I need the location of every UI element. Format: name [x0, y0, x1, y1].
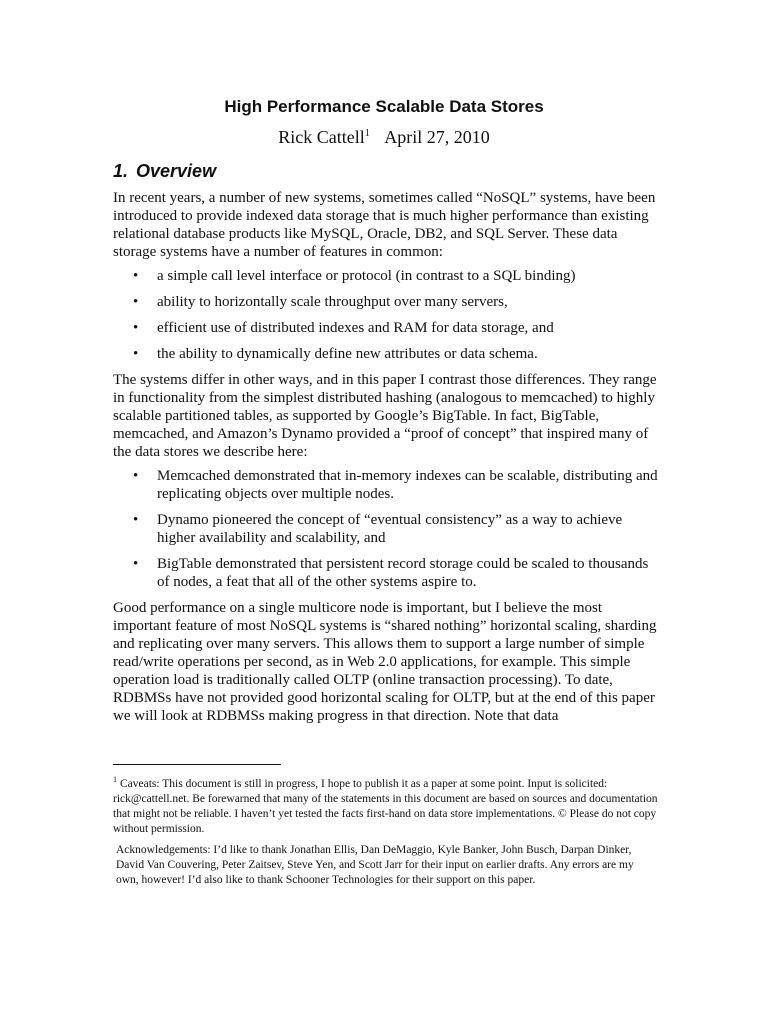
list-item [113, 293, 658, 311]
author-name: Rick Cattell [278, 127, 365, 147]
list-item-text: BigTable demonstrated that persistent record storage could be scaled to thousands of nodes, a feat that all of the other systems aspire to. [157, 556, 649, 590]
list-item-text: efficient use of distributed indexes and RAM for data storage, and [157, 320, 554, 336]
list-item [113, 467, 658, 503]
footnotes [113, 777, 658, 894]
list-item [113, 345, 658, 363]
footnote-caveats [113, 777, 658, 837]
body-text [113, 189, 658, 730]
section-heading [113, 160, 216, 182]
section-title: Overview [136, 161, 217, 181]
footnote-mark: 1 [113, 775, 117, 784]
paper-title: High Performance Scalable Data Stores [224, 97, 544, 116]
bullet-icon: • [133, 556, 139, 572]
features-list [113, 267, 658, 363]
intro-paragraph: In recent years, a number of new systems, sometimes called “NoSQL” systems, have been introduced to provide indexed data storage that is much higher performance than existing relational database products like MySQL, Oracle, DB2, and SQL Server. These data storage systems have a number of features in common: [113, 190, 656, 260]
performance-paragraph: Good performance on a single multicore node is important, but I believe the most important feature of most NoSQL systems is “shared nothing” horizontal scaling, sharding and replicating over many servers. This allows them to support a large number of simple read/write operations per second, as in Web 2.0 applications, for example. This simple operation load is traditionally called OLTP (online transaction processing). To date, RDBMSs have not provided good horizontal scaling for OLTP, but at the end of this paper we will look at RDBMSs making progress in that direction. Note that data [113, 600, 657, 724]
list-item-text: the ability to dynamically define new attributes or data schema. [157, 346, 538, 362]
list-item-text: Dynamo pioneered the concept of “eventual consistency” as a way to achieve higher availability and scalability, and [157, 512, 623, 546]
list-item-text: Memcached demonstrated that in-memory indexes can be scalable, distributing and replicating objects over multiple nodes. [157, 468, 658, 502]
bullet-icon: • [133, 346, 139, 362]
list-item [113, 555, 658, 591]
list-item [113, 511, 658, 547]
list-item [113, 319, 658, 337]
byline [0, 126, 768, 148]
footnote-divider [113, 764, 281, 765]
list-item-text: a simple call level interface or protocol (in contrast to a SQL binding) [157, 268, 576, 284]
list-item-text: ability to horizontally scale throughput over many servers, [157, 294, 508, 310]
bullet-icon: • [133, 320, 139, 336]
footnote-ref-mark[interactable]: 1 [364, 128, 370, 139]
bullet-icon: • [133, 512, 139, 528]
bullet-icon: • [133, 268, 139, 284]
footnote-acknowledgements: Acknowledgements: I’d like to thank Jonathan Ellis, Dan DeMaggio, Kyle Banker, John Busch, Darpan Dinker, David Van Couvering, Peter Zaitsev, Steve Yen, and Scott Jarr for their input on earlier drafts. Any errors are my own, however! I’d also like to thank Schooner Technologies for their support on this paper. [116, 844, 634, 886]
footnote-caveats-text: Caveats: This document is still in progress, I hope to publish it as a paper at some point. Input is solicited: rick@cattell.net. Be forewarned that many of the statements in this document are based on sources and documentation that might not be reliable. I haven’t yet tested the facts first-hand on data store implementations. © Please do not copy without permission. [113, 778, 658, 835]
differences-paragraph: The systems differ in other ways, and in this paper I contrast those differences. They range in functionality from the simplest distributed hashing (analogous to memcached) to highly scalable partitioned tables, as supported by Google’s BigTable. In fact, BigTable, memcached, and Amazon’s Dynamo provided a “proof of concept” that inspired many of the data stores we describe here: [113, 372, 657, 460]
publication-date: April 27, 2010 [384, 127, 490, 147]
section-number: 1. [113, 161, 129, 181]
proof-of-concept-list [113, 467, 658, 591]
list-item [113, 267, 658, 285]
bullet-icon: • [133, 294, 139, 310]
bullet-icon: • [133, 468, 139, 484]
